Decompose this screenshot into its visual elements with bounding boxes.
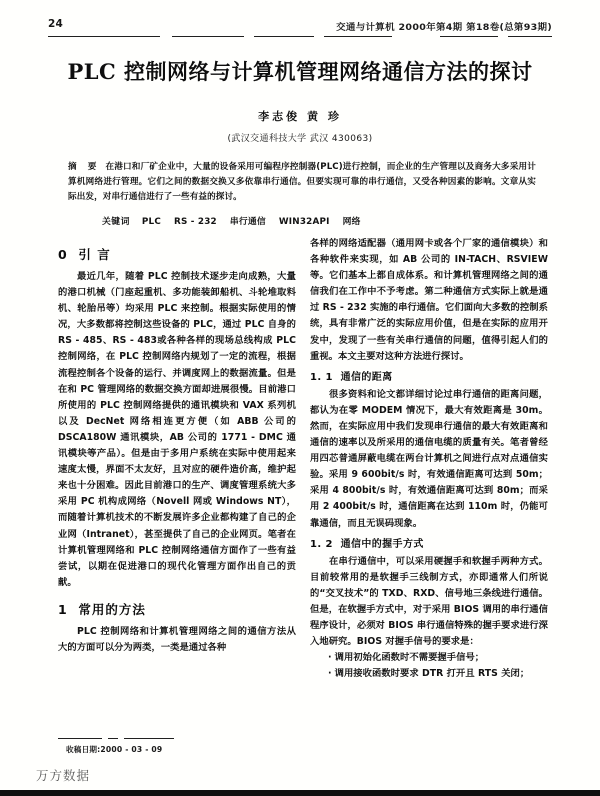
paragraph-continuation: 各样的网络适配器（通用网卡或各个厂家的通信模块）和各种软件来实现，如 AB 公司的 IN-TACH、RSVIEW 等。它们基本上都自成体系。和计算机管理网络之间的通信我们在工作中不予考虑。第二种通信方式实际上就是通过 RS - 232 实施的串行通信。它们面向大多数的控制系统，具有非常广泛的实际应用价值，但是在实际的应用开发中，发现了一些有关串行通信的问题，值得引起人们的重视。本文主要对这种方法进行探讨。 bbox=[310, 238, 548, 362]
subsection-title: 通信的距离 bbox=[340, 371, 393, 383]
database-watermark: 万方数据 bbox=[36, 768, 91, 783]
subsection-heading-1-1 bbox=[310, 368, 548, 387]
handshake-requirements-list bbox=[310, 650, 548, 682]
article-title: PLC 控制网络与计算机管理网络通信方法的探讨 bbox=[67, 59, 533, 84]
section-heading-0 bbox=[58, 242, 296, 268]
subsection-number: 1. 1 bbox=[310, 371, 333, 383]
page-number: 24 bbox=[48, 18, 64, 30]
paragraph-distance: 很多资料和论文都详细讨论过串行通信的距离问题，都认为在零 MODEM 情况下，最大有效距离是 30m。然而，在实际应用中我们发现串行通信的最大有效距离和通信的速率以及所采用的通信电缆的质量有关。笔者曾经用四芯普通屏蔽电缆在两台计算机之间进行点对点通信实验。采用 9 600bit/s 时，有效通信距离可达到 50m；采用 4 800bit/s 时，有效通信距离可达到 80m；而采用 2 400bit/s 时，通信距离在达到 110m 时，仍能可靠通信，而且无误码现象。 bbox=[310, 388, 548, 529]
keyword-item: 串行通信 bbox=[229, 217, 266, 227]
paragraph-intro: 最近几年，随着 PLC 控制技术逐步走向成熟，大量的港口机械（门座起重机、多功能装卸船机、斗轮堆取料机、轮胎吊等）均采用 PLC 来控制。根据实际使用的情况，大多数都将控制这些设备的 PLC，通过 PLC 自身的 RS - 485、RS - 483或各种各样的现场总线构成 PLC 控制网络，在 PLC 控制网络内规划了一定的流程，根据流程控制各个设备的运行、并调度网上的数据流量。但是在和 PC 管理网络的数据交换方面却进展很慢。目前港口所使用的 PLC 控制网络提供的通讯模块和 VAX 系列机以及 DecNet 网络相连更方便（如 ABB 公司的 DSCA180W 通讯模块，AB 公司的 1771 - DMC 通讯模块等产品）。但是由于多用户系统在实际中使用起来速度太慢，界面不太友好，且对应的硬件造价高，维护起来也十分困难。因此目前港口的生产、调度管理系统大多采用 PC 机构成网络（Novell 网或 Windows NT），而随着计算机技术的不断发展许多企业都构建了自己的企业网（Intranet），甚至提供了自己的企业网页。笔者在计算机管理网络和 PLC 控制网络通信方面作了一些有益尝试，以期在促进港口的现代化管理方面作出自己的贡献。 bbox=[58, 271, 296, 588]
keyword-item: RS - 232 bbox=[174, 217, 217, 227]
author-list: 李志俊 黄 珍 bbox=[258, 110, 342, 123]
section-number: 0 bbox=[58, 247, 68, 262]
left-column bbox=[58, 236, 296, 656]
section-heading-1 bbox=[58, 597, 296, 623]
rule-segment bbox=[508, 36, 552, 37]
rule-segment bbox=[124, 738, 174, 739]
abstract-block bbox=[68, 160, 536, 205]
rule-segment bbox=[324, 36, 392, 37]
keywords-label: 关键词 bbox=[102, 217, 130, 227]
header-rule bbox=[48, 36, 552, 39]
keyword-item: WIN32API bbox=[278, 217, 330, 227]
rule-segment bbox=[440, 36, 498, 37]
list-item: · 调用接收函数时要求 DTR 打开且 RTS 关闭； bbox=[310, 666, 548, 682]
abstract-label: 摘 要 bbox=[68, 162, 101, 172]
footnote-rule bbox=[58, 738, 178, 742]
keywords-block bbox=[102, 214, 536, 227]
author-affiliation: (武汉交通科技大学 武汉 430063) bbox=[227, 134, 373, 144]
keyword-item: 网络 bbox=[342, 217, 361, 227]
abstract-text: 在港口和厂矿企业中，大量的设备采用可编程序控制器(PLC)进行控制，而企业的生产管理以及商务大多采用计算机网络进行管理。它们之间的数据交换又多依靠串行通信。但要实现可靠的串行通信，又受各种因素的影响。文章从实际出发，对串行通信进行了一些有益的探讨。 bbox=[68, 162, 536, 202]
section-title: 引 言 bbox=[78, 247, 111, 262]
rule-segment bbox=[108, 738, 118, 739]
page-bottom-edge bbox=[0, 790, 600, 796]
journal-citation-line: 交通与计算机 2000年第4期 第18卷(总第93期) bbox=[336, 22, 552, 33]
keyword-item: PLC bbox=[141, 217, 162, 227]
section-number: 1 bbox=[58, 601, 68, 617]
rule-segment bbox=[254, 36, 314, 37]
subsection-title: 通信中的握手方式 bbox=[340, 538, 424, 550]
section-title: 常用的方法 bbox=[78, 601, 146, 617]
list-item: · 调用初始化函数时不需要握手信号； bbox=[310, 650, 548, 666]
received-date-footnote: 收稿日期:2000 - 03 - 09 bbox=[66, 745, 163, 754]
subsection-heading-1-2 bbox=[310, 535, 548, 554]
rule-segment bbox=[58, 738, 102, 739]
right-column bbox=[310, 236, 548, 682]
rule-segment bbox=[48, 36, 160, 37]
paragraph-common-methods: PLC 控制网络和计算机管理网络之间的通信方法从大的方面可以分为两类，一类是通过各种 bbox=[58, 625, 296, 653]
paragraph-handshake: 在串行通信中，可以采用硬握手和软握手两种方式。目前较常用的是软握手三线制方式，亦即通常人们所说的“交叉技术”的 TXD、RXD、信号地三条线进行通信。但是，在软握手方式中，对于采用 BIOS 调用的串行通信程序设计，必须对 BIOS 串行通信特殊的握手要求进行深入地研究。BIOS 对握手信号的要求是： bbox=[310, 555, 548, 648]
subsection-number: 1. 2 bbox=[310, 538, 333, 550]
rule-segment bbox=[172, 36, 244, 37]
